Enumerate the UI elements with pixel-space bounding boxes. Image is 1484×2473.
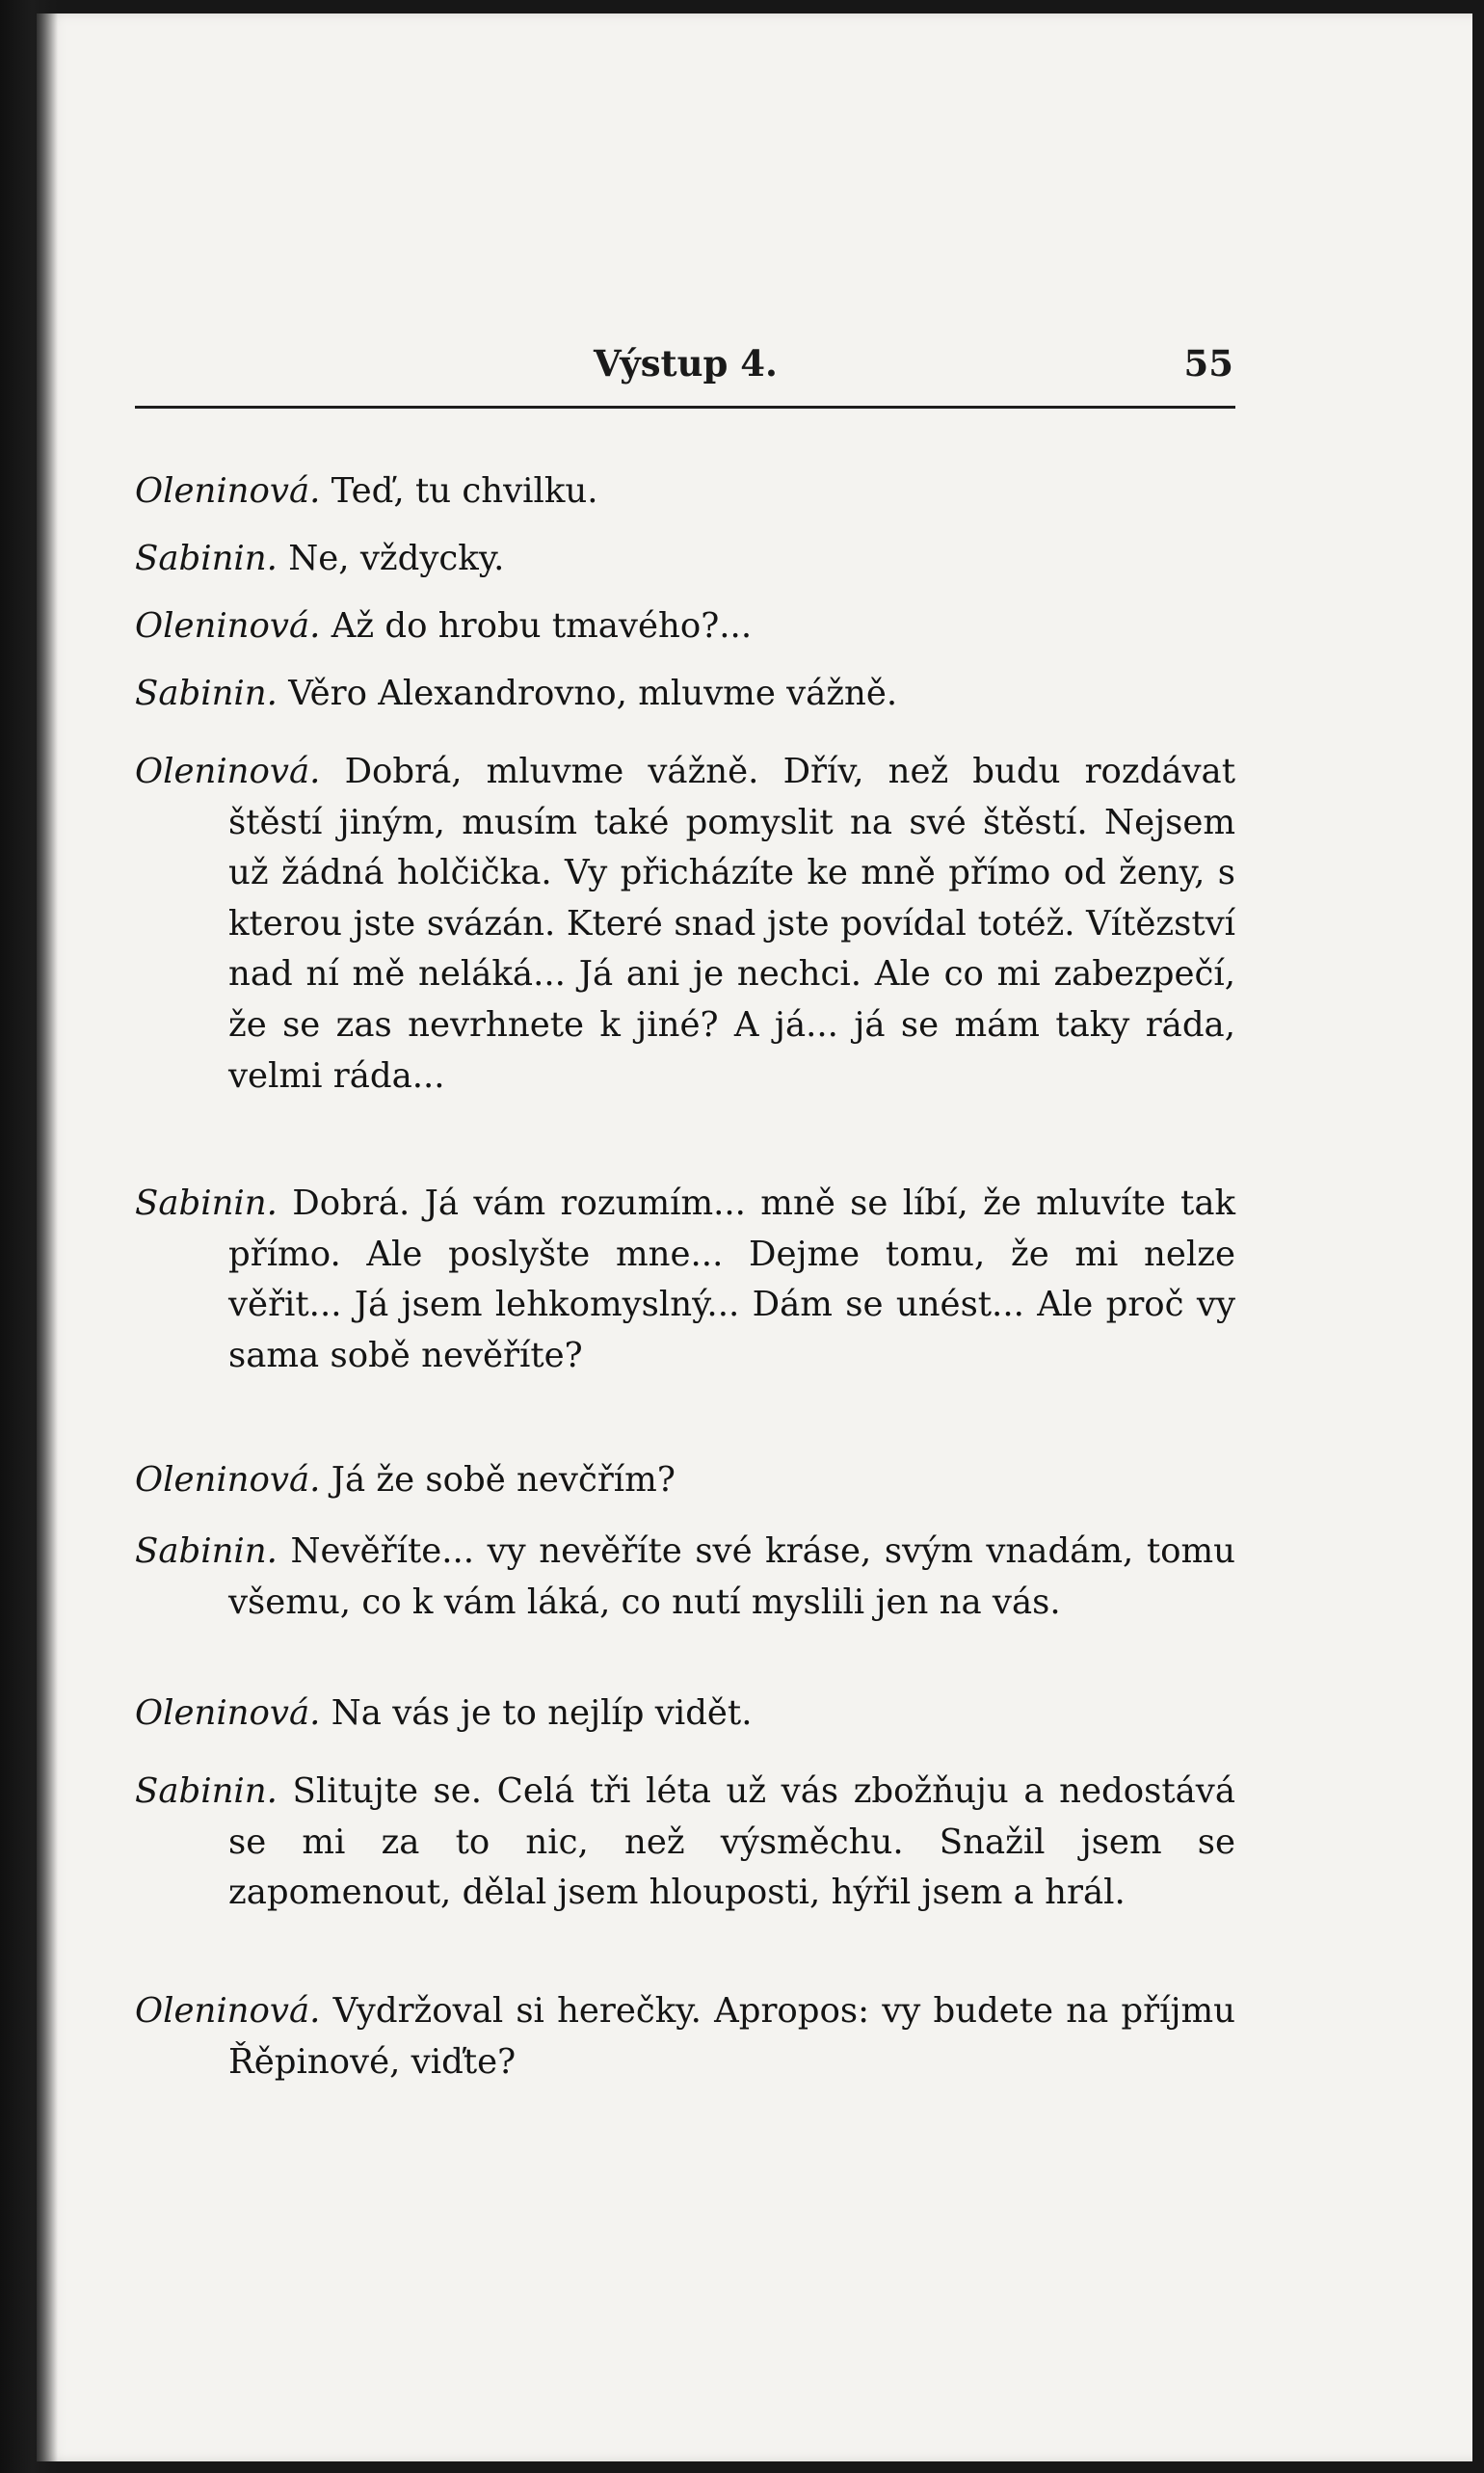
speech-7: [135, 1455, 1235, 1506]
speaker-name: Oleninová.: [135, 1693, 321, 1733]
speech-text: Na vás je to nejlíp vidět.: [331, 1693, 753, 1733]
scene-title: Výstup 4.: [594, 342, 778, 385]
speech-6: [135, 1179, 1235, 1381]
speaker-name: Oleninová.: [135, 1991, 321, 2031]
speech-text: Ne, vždycky.: [288, 539, 505, 578]
speech-10: [135, 1767, 1235, 1919]
header-rule: [135, 406, 1235, 409]
speech-4: [135, 669, 1235, 720]
speech-2: [135, 534, 1235, 585]
speech-text: Dobrá. Já vám rozumím... mně se líbí, že mluvíte tak přímo. Ale poslyšte mne... Dejme tomu, že mi nelze věřit... Já jsem lehkomyslný... Dám se unést... Ale proč vy sama sobě nevěříte?: [228, 1183, 1235, 1375]
speaker-name: Sabinin.: [135, 1183, 278, 1223]
speech-5: [135, 747, 1235, 1102]
speech-8: [135, 1527, 1235, 1628]
speech-text: Slitujte se. Celá tři léta už vás zbožňuju a nedostává se mi za to nic, než výsměchu. Snažil jsem se zapomenout, dělal jsem hlouposti, hýřil jsem a hrál.: [228, 1771, 1235, 1913]
speech-3: [135, 601, 1235, 652]
speaker-name: Sabinin.: [135, 674, 278, 713]
speaker-name: Oleninová.: [135, 606, 321, 646]
speech-text: Teď, tu chvilku.: [331, 471, 598, 511]
speaker-name: Oleninová.: [135, 471, 321, 511]
speech-9: [135, 1689, 1235, 1740]
speaker-name: Sabinin.: [135, 539, 278, 578]
speech-text: Dobrá, mluvme vážně. Dřív, než budu rozdávat štěstí jiným, musím také pomyslit na své štěstí. Nejsem už žádná holčička. Vy přicházíte ke mně přímo od ženy, s kterou jste svázán. Které snad jste povídal totéž. Vítězství nad ní mě neláká... Já ani je nechci. Ale co mi zabezpečí, že se zas nevrhnete k jiné? A já... já se mám taky ráda, velmi ráda...: [228, 752, 1235, 1096]
speech-text: Věro Alexandrovno, mluvme vážně.: [288, 674, 898, 713]
speech-1: [135, 466, 1235, 518]
speaker-name: Sabinin.: [135, 1771, 278, 1811]
page-number: 55: [1183, 342, 1233, 385]
speech-text: Nevěříte... vy nevěříte své kráse, svým vnadám, tomu všemu, co k vám láká, co nutí myslili jen na vás.: [228, 1531, 1235, 1622]
running-header: [135, 342, 1233, 400]
speech-text: Až do hrobu tmavého?...: [331, 606, 753, 646]
speech-text: Já že sobě nevčřím?: [331, 1460, 676, 1500]
speaker-name: Oleninová.: [135, 1460, 321, 1500]
speaker-name: Oleninová.: [135, 752, 321, 791]
speaker-name: Sabinin.: [135, 1531, 278, 1571]
speech-11: [135, 1986, 1235, 2087]
speech-text: Vydržoval si herečky. Apropos: vy budete na příjmu Řěpinové, viďte?: [228, 1991, 1235, 2082]
book-spine-shadow: [0, 0, 58, 2473]
